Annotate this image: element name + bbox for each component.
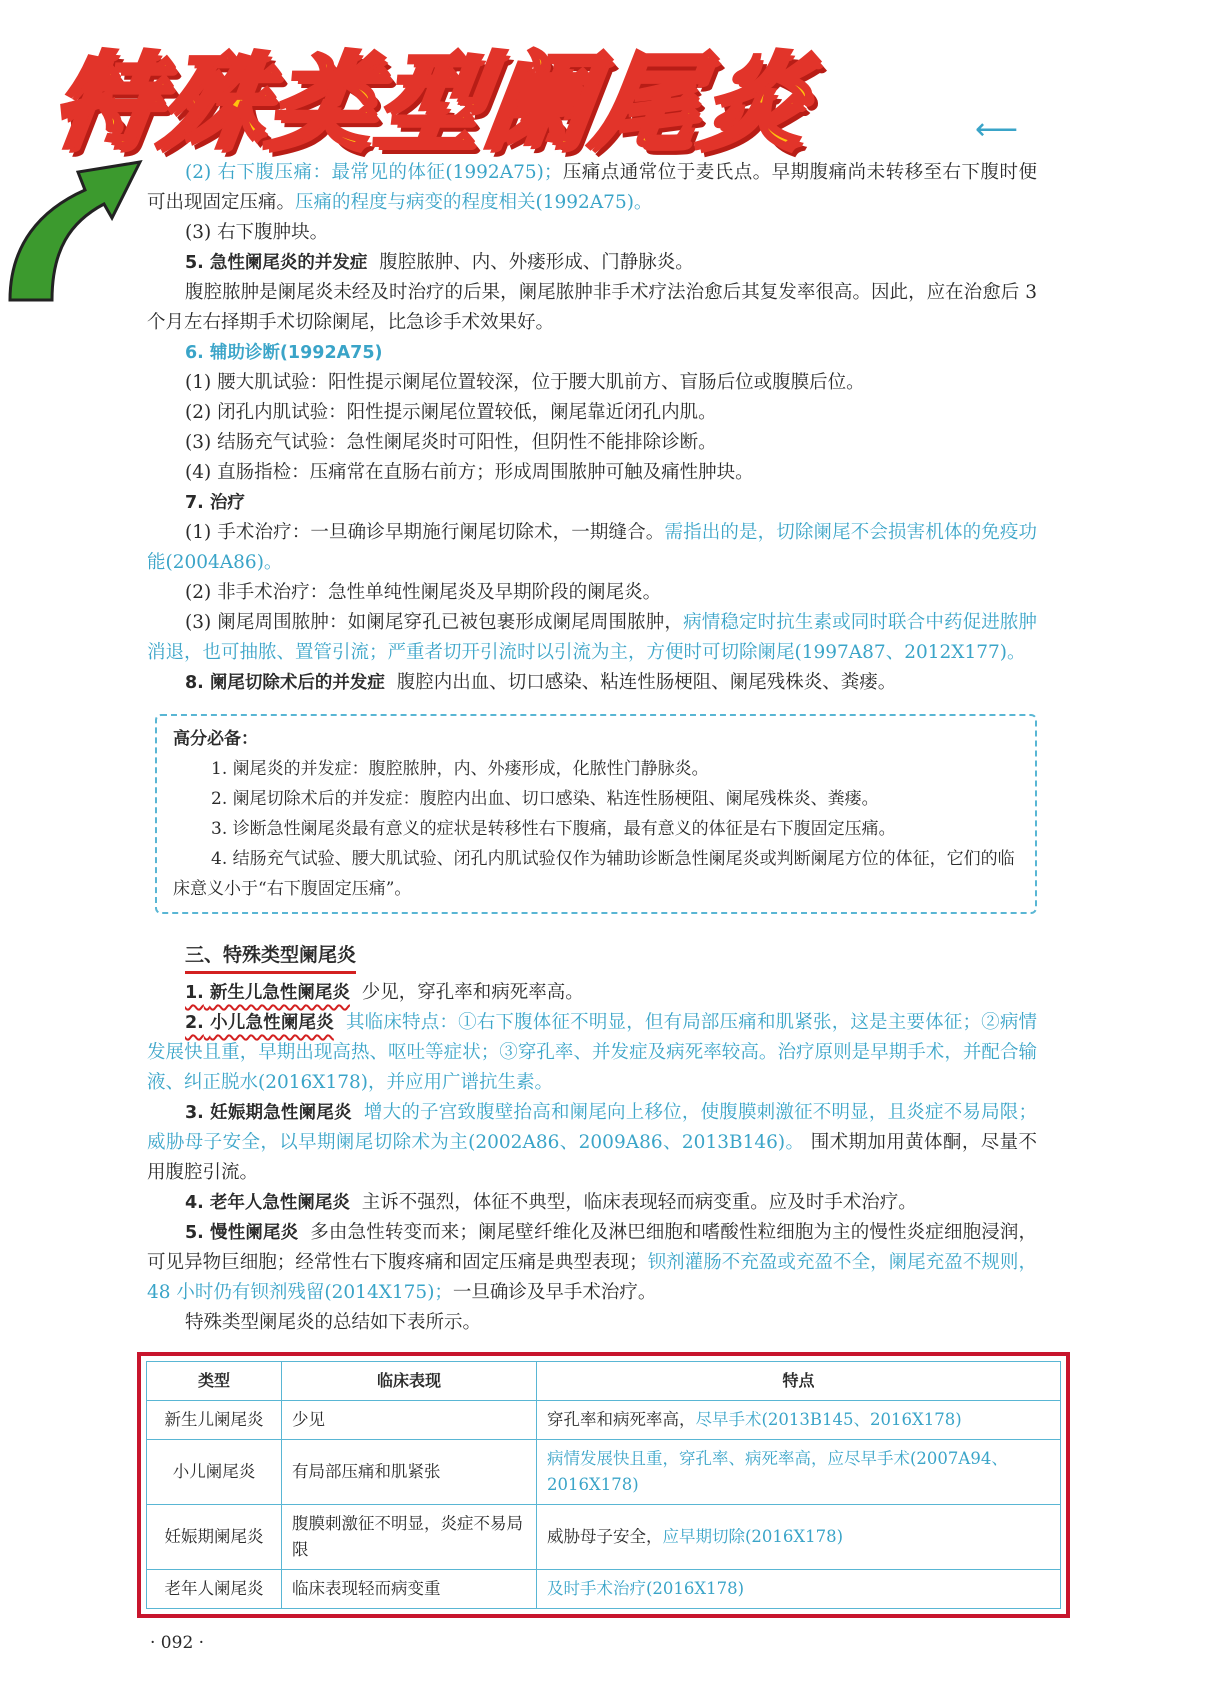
table-cell: 少见	[282, 1401, 537, 1440]
special-type-4: 4. 老年人急性阑尾炎 主诉不强烈，体征不典型，临床表现轻而病变重。应及时手术治疗。	[185, 1192, 917, 1213]
green-arrow-icon	[0, 150, 150, 310]
key-point: 4. 结肠充气试验、腰大肌试验、闭孔内肌试验仅作为辅助诊断急性阑尾炎或判断阑尾方位的体征，它们的临床意义小于“右下腹固定压痛”。	[173, 849, 1015, 899]
section-6-item: (1) 腰大肌试验：阳性提示阑尾位置较深，位于腰大肌前方、盲肠后位或腹膜后位。	[185, 372, 865, 393]
section-7-item: (3) 阑尾周围脓肿：如阑尾穿孔已被包裹形成阑尾周围脓肿，病情稳定时抗生素或同时联合中药促进脓肿消退，也可抽脓、置管引流；严重者切开引流时以引流为主，方便时可切除阑尾(1997A87、2012X177)。	[147, 612, 1037, 663]
section-7-item: (1) 手术治疗：一旦确诊早期施行阑尾切除术，一期缝合。需指出的是，切除阑尾不会损害机体的免疫功能(2004A86)。	[147, 522, 1037, 573]
key-point: 1. 阑尾炎的并发症：腹腔脓肿，内、外瘘形成，化脓性门静脉炎。	[211, 759, 709, 779]
table-row	[147, 1401, 1061, 1440]
key-point: 3. 诊断急性阑尾炎最有意义的症状是转移性右下腹痛，最有意义的体征是右下腹固定压痛。	[211, 819, 896, 839]
arrow-left-icon: ⟵	[975, 112, 1019, 147]
table-cell: 病情发展快且重，穿孔率、病死率高，应尽早手术(2007A94、2016X178)	[537, 1440, 1061, 1505]
banner-title: 特殊类型阑尾炎	[45, 41, 819, 163]
special-type-5: 5. 慢性阑尾炎 多由急性转变而来；阑尾壁纤维化及淋巴细胞和嗜酸性粒细胞为主的慢性炎症细胞浸润，可见异物巨细胞；经常性右下腹疼痛和固定压痛是典型表现；钡剂灌肠不充盈或充盈不全，阑尾充盈不规则，48 小时仍有钡剂残留(2014X175)；一旦确诊及早手术治疗。	[147, 1222, 1038, 1303]
table-cell: 威胁母子安全，应早期切除(2016X178)	[537, 1505, 1061, 1570]
section-6-item: (2) 闭孔内肌试验：阳性提示阑尾位置较低，阑尾靠近闭孔内肌。	[185, 402, 717, 423]
special-type-2: 2. 小儿急性阑尾炎 其临床特点：①右下腹体征不明显，但有局部压痛和肌紧张，这是主要体征；②病情发展快且重，早期出现高热、呕吐等症状；③穿孔率、并发症及病死率较高。治疗原则是早期手术，并配合输液、纠正脱水(2016X178)，并应用广谱抗生素。	[147, 1012, 1037, 1093]
table-cell: 及时手术治疗(2016X178)	[537, 1570, 1061, 1609]
section-6-title: 6. 辅助诊断(1992A75)	[185, 343, 383, 363]
table-row	[147, 1505, 1061, 1570]
table-cell: 妊娠期阑尾炎	[147, 1505, 282, 1570]
table-cell: 穿孔率和病死率高，尽早手术(2013B145、2016X178)	[537, 1401, 1061, 1440]
page-number: · 092 ·	[150, 1633, 205, 1653]
key-points-title: 高分必备：	[173, 729, 258, 749]
key-point: 2. 阑尾切除术后的并发症：腹腔内出血、切口感染、粘连性肠梗阻、阑尾残株炎、粪瘘。	[211, 789, 879, 809]
table-cell: 老年人阑尾炎	[147, 1570, 282, 1609]
section-3-heading: 三、特殊类型阑尾炎	[185, 940, 356, 974]
special-type-1: 1. 新生儿急性阑尾炎 少见，穿孔率和病死率高。	[185, 982, 584, 1003]
summary-table-frame	[137, 1352, 1070, 1618]
section-6-item: (4) 直肠指检：压痛常在直肠右前方；形成周围脓肿可触及痛性肿块。	[185, 462, 754, 483]
special-type-3: 3. 妊娠期急性阑尾炎 增大的子宫致腹壁抬高和阑尾向上移位，使腹膜刺激征不明显，且炎症不易局限；威胁母子安全，以早期阑尾切除术为主(2002A86、2009A86、2013B146)。 围术期加用黄体酮，尽量不用腹腔引流。	[147, 1102, 1037, 1183]
table-cell: 临床表现轻而病变重	[282, 1570, 537, 1609]
key-points-box	[155, 714, 1037, 914]
page-content	[147, 158, 1037, 1618]
section-7-item: (2) 非手术治疗：急性单纯性阑尾炎及早期阶段的阑尾炎。	[185, 582, 662, 603]
table-header: 临床表现	[282, 1362, 537, 1401]
table-cell: 有局部压痛和肌紧张	[282, 1440, 537, 1505]
table-header-row	[147, 1362, 1061, 1401]
summary-table	[146, 1361, 1061, 1609]
table-row	[147, 1440, 1061, 1505]
section-5-paragraph: 腹腔脓肿是阑尾炎未经及时治疗的后果，阑尾脓肿非手术疗法治愈后其复发率很高。因此，应在治愈后 3 个月左右择期手术切除阑尾，比急诊手术效果好。	[147, 282, 1037, 333]
summary-line: 特殊类型阑尾炎的总结如下表所示。	[185, 1312, 482, 1333]
table-cell: 小儿阑尾炎	[147, 1440, 282, 1505]
table-header: 特点	[537, 1362, 1061, 1401]
table-row	[147, 1570, 1061, 1609]
section-8: 8. 阑尾切除术后的并发症 腹腔内出血、切口感染、粘连性肠梗阻、阑尾残株炎、粪瘘。	[185, 672, 897, 693]
section-5: 5. 急性阑尾炎的并发症 腹腔脓肿、内、外瘘形成、门静脉炎。	[185, 252, 694, 273]
section-7-title: 7. 治疗	[185, 493, 245, 513]
table-header: 类型	[147, 1362, 282, 1401]
table-cell: 新生儿阑尾炎	[147, 1401, 282, 1440]
table-cell: 腹膜刺激征不明显，炎症不易局限	[282, 1505, 537, 1570]
item-3: (3) 右下腹肿块。	[185, 222, 329, 243]
section-6-item: (3) 结肠充气试验：急性阑尾炎时可阳性，但阴性不能排除诊断。	[185, 432, 717, 453]
item-2: (2) 右下腹压痛：最常见的体征(1992A75)；压痛点通常位于麦氏点。早期腹痛尚未转移至右下腹时便可出现固定压痛。压痛的程度与病变的程度相关(1992A75)。	[147, 162, 1037, 213]
